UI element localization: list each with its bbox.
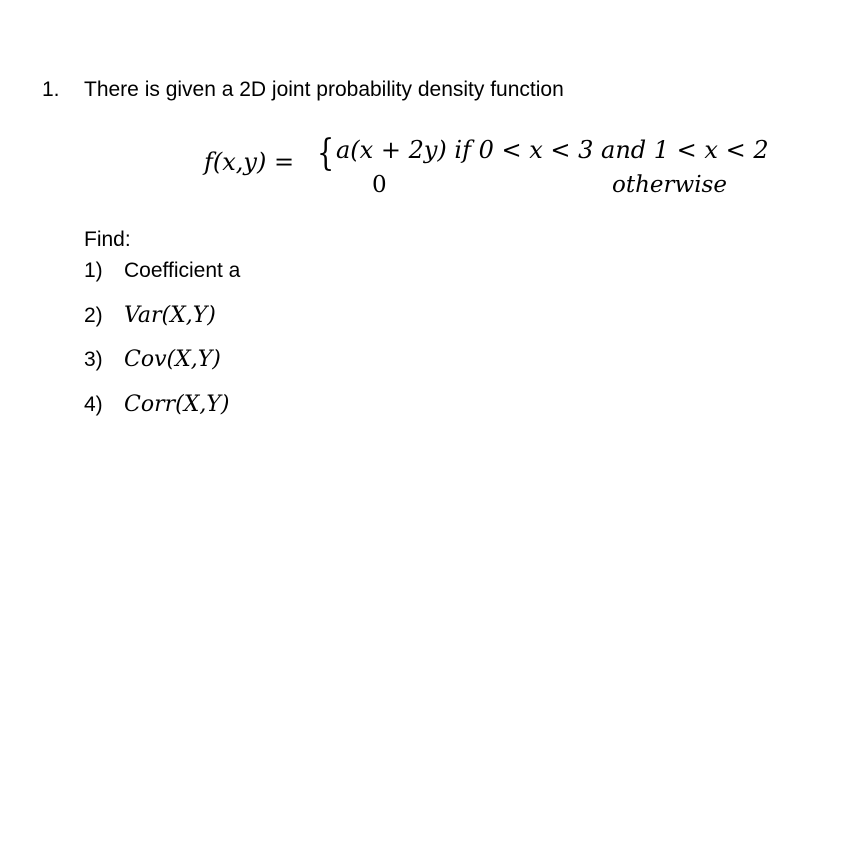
equation-lhs: f(x,y) = <box>204 148 295 176</box>
list-item-text: Var(X,Y) <box>124 303 216 328</box>
list-item-text: Corr(X,Y) <box>124 392 230 417</box>
equation-case-2-value: 0 <box>372 172 387 198</box>
list-item-number: 4) <box>84 393 103 416</box>
list-item-text: Coefficient a <box>124 259 241 282</box>
list-item-number: 2) <box>84 304 103 327</box>
list-item <box>84 392 229 417</box>
equation-brace: { <box>317 133 335 174</box>
list-item-number: 3) <box>84 348 103 371</box>
list-item-number: 1) <box>84 259 103 282</box>
list-item <box>84 303 216 328</box>
list-item <box>84 347 221 372</box>
equation-case-2-condition: otherwise <box>612 172 727 198</box>
question-text: There is given a 2D joint probability density function <box>84 78 564 101</box>
list-item <box>84 259 240 283</box>
equation-case-1: a(x + 2y) if 0 < x < 3 and 1 < x < 2 <box>336 136 769 164</box>
list-item-text: Cov(X,Y) <box>124 347 221 372</box>
question-number: 1. <box>42 78 60 101</box>
find-label: Find: <box>84 228 131 251</box>
